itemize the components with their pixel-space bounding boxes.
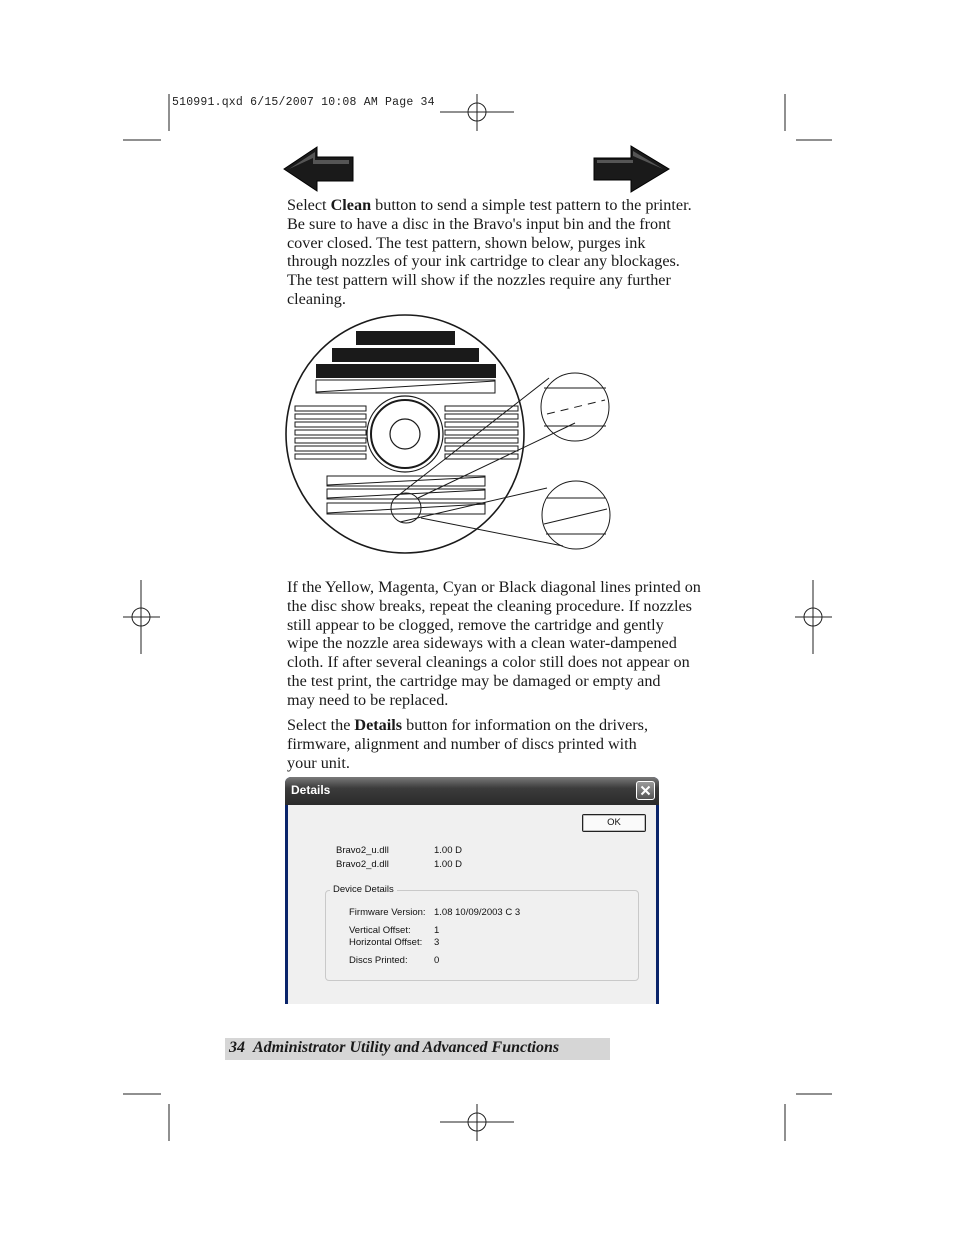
text-line: still appear to be clogged, remove the cartridge and gently [287, 615, 664, 634]
section-title: Administrator Utility and Advanced Functions [253, 1039, 560, 1056]
footer-text [229, 1039, 559, 1057]
vertical-offset-value: 1 [434, 925, 440, 936]
text-line: cloth. If after several cleanings a color still does not appear on [287, 653, 690, 672]
horizontal-offset-value: 3 [434, 937, 440, 948]
test-pattern-disc-illustration [285, 310, 615, 556]
dialog-titlebar[interactable] [285, 777, 659, 805]
text-run: Select the [287, 716, 355, 734]
dialog-title: Details [291, 783, 331, 797]
driver-version: 1.00 D [434, 859, 462, 870]
text-line: cover closed. The test pattern, shown below, purges ink [287, 233, 646, 252]
text-run: button for information on the drivers, [402, 716, 648, 734]
text-line: cleaning. [287, 289, 346, 308]
firmware-label: Firmware Version: [349, 907, 426, 918]
details-dialog [285, 777, 659, 1004]
clean-term: Clean [330, 196, 372, 214]
text-line: firmware, alignment and number of discs printed with [287, 734, 637, 753]
right-arrow-icon[interactable] [593, 145, 671, 193]
details-term: Details [354, 716, 403, 734]
text-line: If the Yellow, Magenta, Cyan or Black diagonal lines printed on [287, 578, 701, 596]
horizontal-offset-label: Horizontal Offset: [349, 937, 423, 948]
text-line: your unit. [287, 753, 350, 772]
page-footer [225, 1038, 610, 1060]
driver-name: Bravo2_d.dll [336, 859, 389, 870]
driver-version: 1.00 D [434, 845, 462, 856]
discs-printed-label: Discs Printed: [349, 955, 408, 966]
driver-name: Bravo2_u.dll [336, 845, 389, 856]
text-line: the disc show breaks, repeat the cleaning procedure. If nozzles [287, 596, 692, 615]
close-button[interactable] [636, 781, 655, 800]
dialog-client-area [288, 805, 656, 1004]
firmware-value: 1.08 10/09/2003 C 3 [434, 907, 521, 918]
text-line: The test pattern will show if the nozzles require any further [287, 271, 671, 290]
text-line: the test print, the cartridge may be damaged or empty and [287, 671, 661, 690]
text-line: through nozzles of your ink cartridge to clear any blockages. [287, 252, 680, 271]
text-line: may need to be replaced. [287, 690, 449, 709]
clean-instructions [287, 196, 737, 309]
file-slug: 510991.qxd 6/15/2007 10:08 AM Page 34 [172, 96, 435, 109]
text-line: wipe the nozzle area sideways with a clean water-dampened [287, 634, 677, 653]
text-run: button to send a simple test pattern to the printer. [371, 196, 692, 214]
details-instructions [287, 716, 737, 772]
discs-printed-value: 0 [434, 955, 440, 966]
ok-button[interactable]: OK [582, 814, 646, 832]
left-arrow-icon[interactable] [283, 146, 355, 192]
cleaning-troubleshooting-text [287, 578, 737, 710]
vertical-offset-label: Vertical Offset: [349, 925, 411, 936]
text-run: Select [287, 196, 331, 214]
close-icon [640, 785, 651, 796]
page-number: 34 [229, 1039, 245, 1056]
text-line: Be sure to have a disc in the Bravo's input bin and the front [287, 214, 671, 233]
device-details-legend: Device Details [330, 884, 397, 895]
